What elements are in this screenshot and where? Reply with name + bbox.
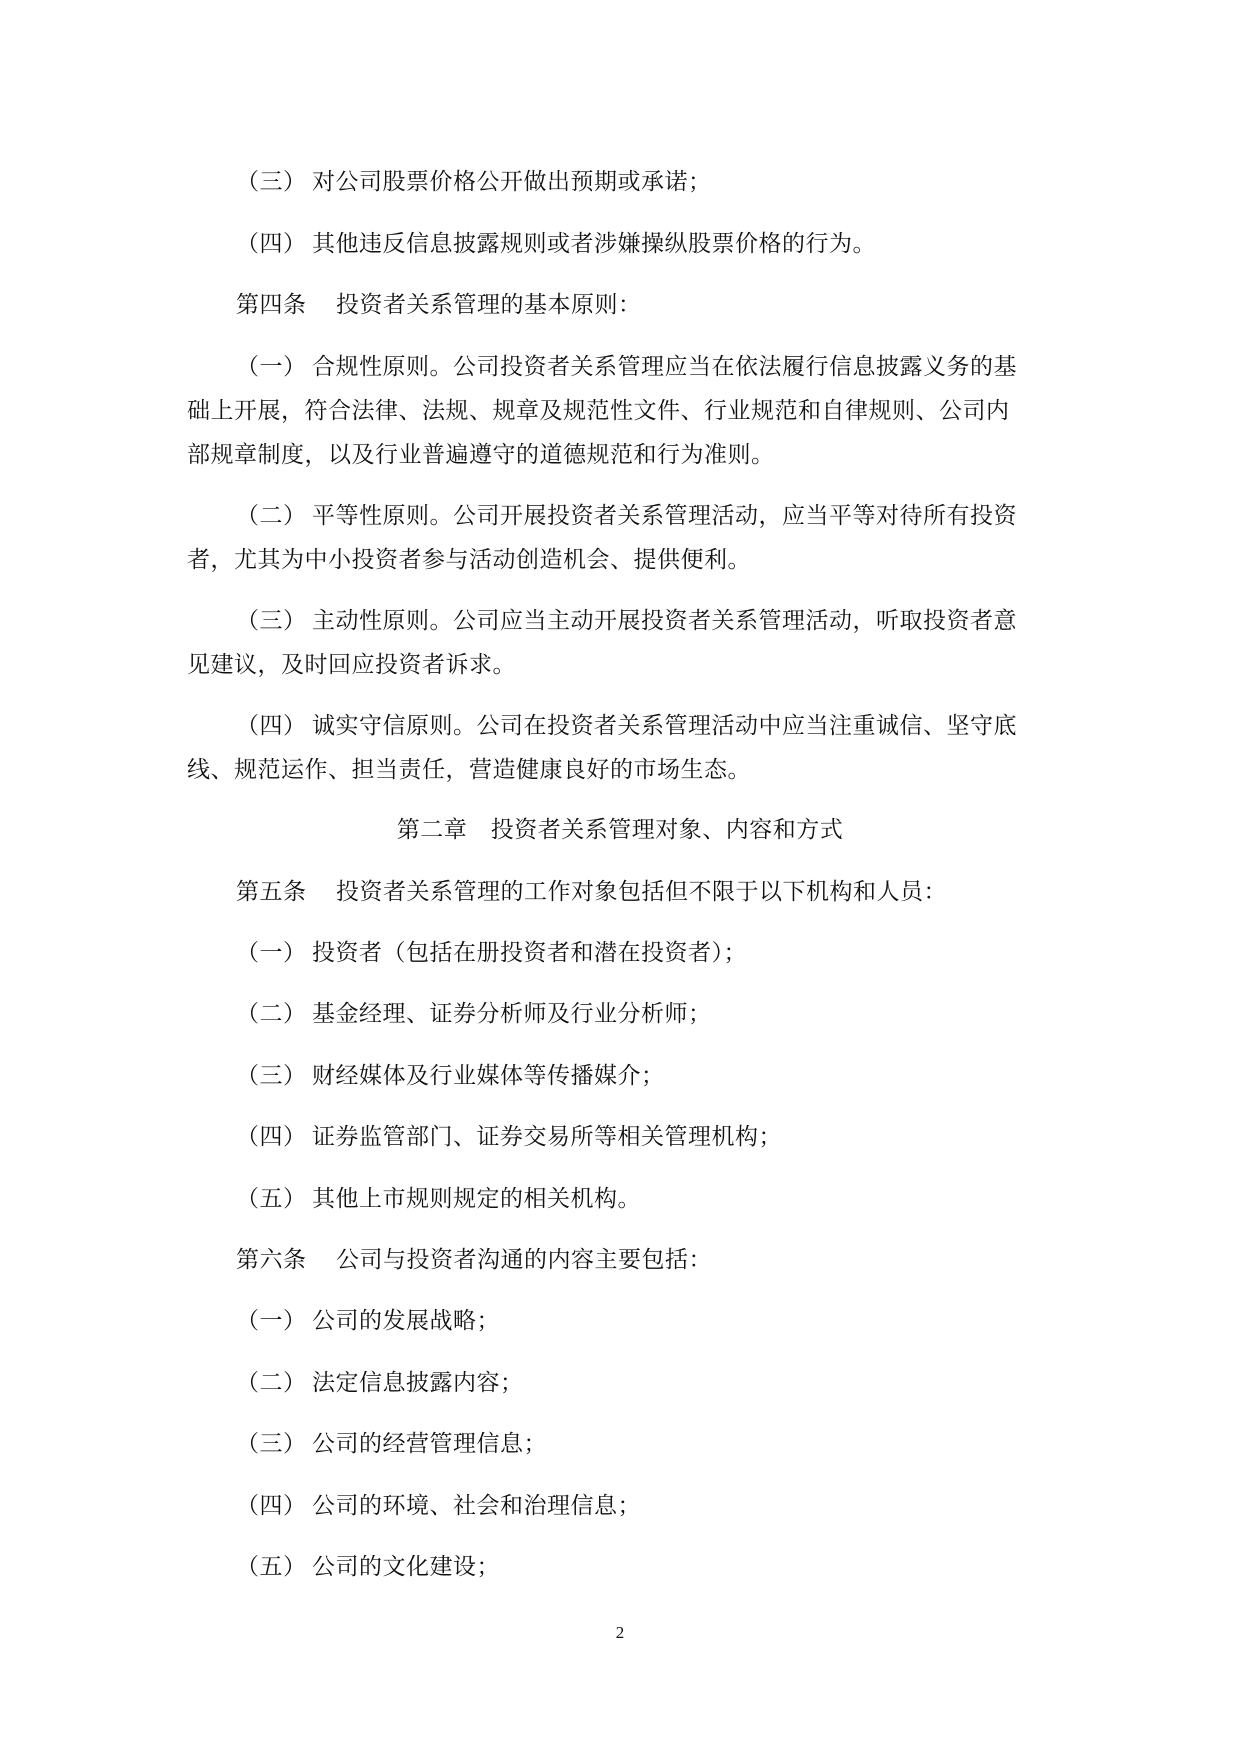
article-text: 投资者关系管理的工作对象包括但不限于以下机构和人员： xyxy=(336,879,947,905)
list-item xyxy=(236,938,1116,968)
chapter-heading: 第二章 投资者关系管理对象、内容和方式 xyxy=(396,817,844,843)
list-marker: （二） xyxy=(236,1370,307,1396)
list-marker: （四） xyxy=(236,1493,307,1519)
list-item xyxy=(236,1491,1116,1521)
paragraph-line: 者，尤其为中小投资者参与活动创造机会、提供便利。 xyxy=(187,547,751,573)
list-item xyxy=(236,352,1116,382)
article-label: 第五条 xyxy=(236,879,307,905)
page-number: 2 xyxy=(615,1623,625,1642)
article-label: 第四条 xyxy=(236,292,307,318)
list-item-text: 其他上市规则规定的相关机构。 xyxy=(312,1186,641,1212)
list-marker: （三） xyxy=(236,1063,307,1089)
list-item-text: 投资者（包括在册投资者和潜在投资者）； xyxy=(312,940,747,966)
list-item-text: 公司的环境、社会和治理信息； xyxy=(312,1493,641,1519)
list-item xyxy=(236,1061,1116,1091)
article-text: 公司与投资者沟通的内容主要包括： xyxy=(336,1247,712,1273)
list-marker: （四） xyxy=(236,1124,307,1150)
list-item xyxy=(236,999,1116,1029)
list-item-text: 公司的经营管理信息； xyxy=(312,1431,547,1457)
list-marker: （一） xyxy=(236,354,307,380)
list-marker: （五） xyxy=(236,1186,307,1212)
article-heading xyxy=(236,290,1116,320)
list-marker: （三） xyxy=(236,608,307,634)
list-item xyxy=(236,1306,1116,1336)
list-marker: （四） xyxy=(236,231,307,257)
list-item xyxy=(236,1552,1116,1582)
list-item-text: 主动性原则。公司应当主动开展投资者关系管理活动，听取投资者意 xyxy=(312,608,1017,634)
paragraph-line: 线、规范运作、担当责任，营造健康良好的市场生态。 xyxy=(187,757,751,783)
list-marker: （四） xyxy=(236,713,307,739)
list-item-text: 合规性原则。公司投资者关系管理应当在依法履行信息披露义务的基 xyxy=(312,354,1017,380)
list-item xyxy=(236,501,1116,531)
list-item xyxy=(236,1184,1116,1214)
list-item-text: 平等性原则。公司开展投资者关系管理活动，应当平等对待所有投资 xyxy=(312,503,1017,529)
list-item xyxy=(236,1122,1116,1152)
list-item-text: 其他违反信息披露规则或者涉嫌操纵股票价格的行为。 xyxy=(312,231,876,257)
list-marker: （二） xyxy=(236,1001,307,1027)
article-label: 第六条 xyxy=(236,1247,307,1273)
paragraph-line: 部规章制度，以及行业普遍遵守的道德规范和行为准则。 xyxy=(187,442,775,468)
paragraph-line: 础上开展，符合法律、法规、规章及规范性文件、行业规范和自律规则、公司内 xyxy=(187,398,1010,424)
list-item xyxy=(236,606,1116,636)
list-item-text: 基金经理、证券分析师及行业分析师； xyxy=(312,1001,712,1027)
list-item-text: 证券监管部门、证券交易所等相关管理机构； xyxy=(312,1124,782,1150)
list-item xyxy=(236,167,1116,197)
list-item-text: 对公司股票价格公开做出预期或承诺； xyxy=(312,169,712,195)
article-text: 投资者关系管理的基本原则： xyxy=(336,292,642,318)
paragraph-line: 见建议，及时回应投资者诉求。 xyxy=(187,652,516,678)
list-marker: （五） xyxy=(236,1554,307,1580)
list-item xyxy=(236,1429,1116,1459)
list-item xyxy=(236,711,1116,741)
list-item-text: 公司的发展战略； xyxy=(312,1308,500,1334)
list-item-text: 法定信息披露内容； xyxy=(312,1370,524,1396)
list-item-text: 财经媒体及行业媒体等传播媒介； xyxy=(312,1063,665,1089)
article-heading xyxy=(236,1245,1116,1275)
list-marker: （一） xyxy=(236,940,307,966)
article-heading xyxy=(236,877,1116,907)
list-item xyxy=(236,229,1116,259)
list-marker: （三） xyxy=(236,169,307,195)
list-item-text: 公司的文化建设； xyxy=(312,1554,500,1580)
list-marker: （三） xyxy=(236,1431,307,1457)
list-item xyxy=(236,1368,1116,1398)
list-marker: （一） xyxy=(236,1308,307,1334)
list-item-text: 诚实守信原则。公司在投资者关系管理活动中应当注重诚信、坚守底 xyxy=(312,713,1017,739)
list-marker: （二） xyxy=(236,503,307,529)
